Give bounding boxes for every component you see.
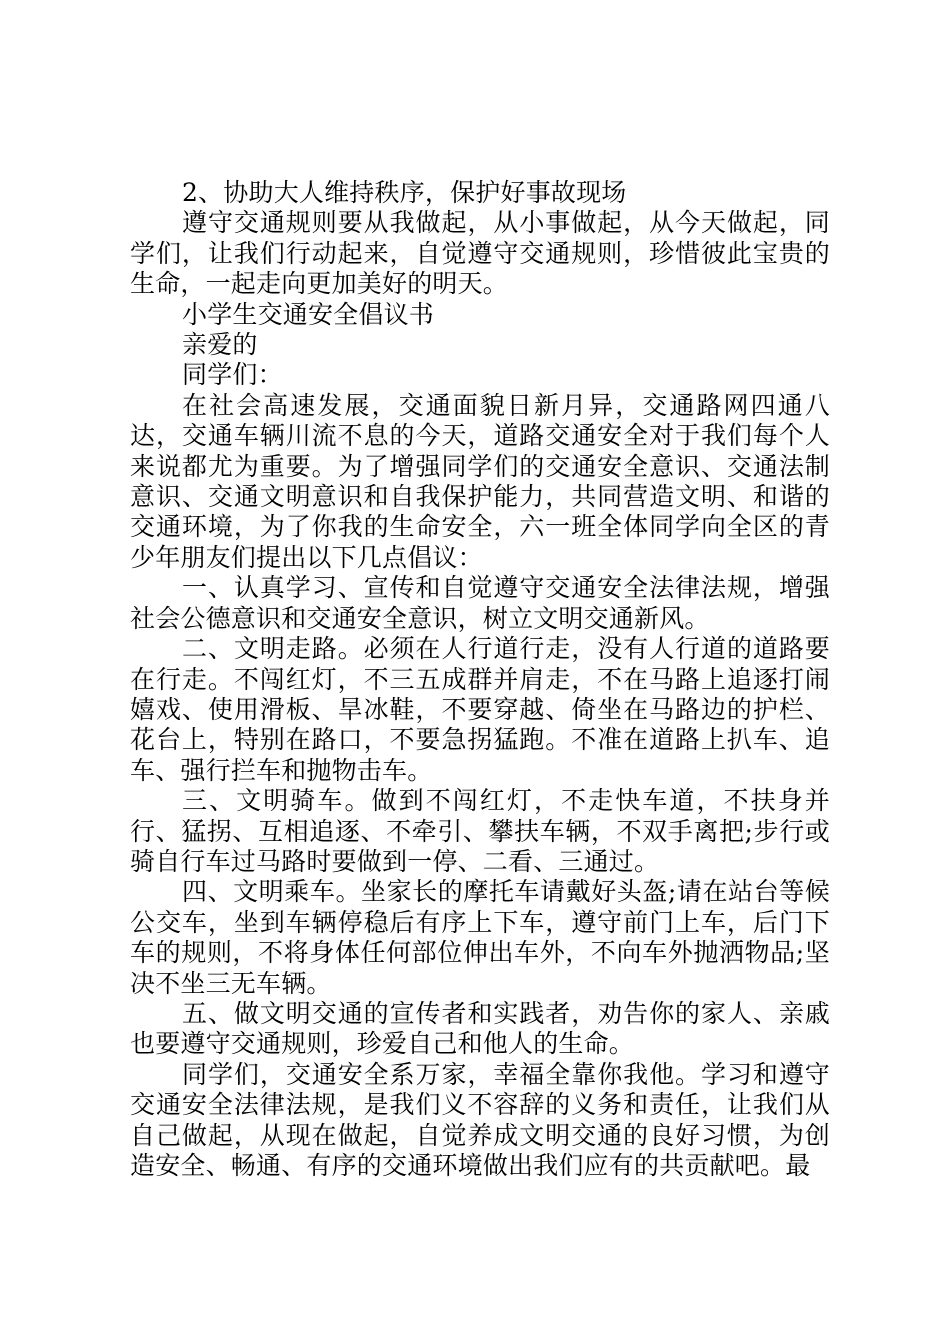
salutation-line-1: 亲爱的: [182, 330, 258, 360]
paragraph-item-3: 三、文明骑车。做到不闯红灯，不走快车道，不扶身并行、猛拐、互相追逐、不牵引、攀扶车辆，不双手离把;步行或骑自行车过马路时要做到一停、二看、三通过。: [130, 786, 830, 876]
paragraph-introduction: 在社会高速发展，交通面貌日新月异，交通路网四通八达，交通车辆川流不息的今天，道路交通安全对于我们每个人来说都尤为重要。为了增强同学们的交通安全意识、交通法制意识、交通文明意识和自我保护能力，共同营造文明、和谐的交通环境，为了你我的生命安全，六一班全体同学向全区的青少年朋友们提出以下几点倡议：: [130, 390, 830, 572]
document-title: 小学生交通安全倡议书: [182, 299, 435, 329]
paragraph-closing: 同学们，交通安全系万家，幸福全靠你我他。学习和遵守交通安全法律法规，是我们义不容辞的义务和责任，让我们从自己做起，从现在做起，自觉养成文明交通的良好习惯，为创造安全、畅通、有序的交通环境做出我们应有的共贡献吧。最: [130, 1059, 830, 1180]
document-body: [130, 178, 830, 1181]
paragraph-accident-scene: 2、协助大人维持秩序，保护好事故现场: [182, 178, 627, 207]
paragraph-item-4: 四、文明乘车。坐家长的摩托车请戴好头盔;请在站台等候公交车，坐到车辆停稳后有序上下车，遵守前门上车，后门下车的规则，不将身体任何部位伸出车外，不向车外抛洒物品;坚决不坐三无车辆。: [130, 877, 830, 998]
paragraph-item-1: 一、认真学习、宣传和自觉遵守交通安全法律法规，增强社会公德意识和交通安全意识，树立文明交通新风。: [130, 573, 830, 633]
paragraph-obey-rules: 遵守交通规则要从我做起，从小事做起，从今天做起，同学们，让我们行动起来，自觉遵守交通规则，珍惜彼此宝贵的生命，一起走向更加美好的明天。: [130, 208, 830, 299]
paragraph-item-5: 五、做文明交通的宣传者和实践者，劝告你的家人、亲戚也要遵守交通规则，珍爱自己和他人的生命。: [130, 998, 830, 1059]
paragraph-item-2: 二、文明走路。必须在人行道行走，没有人行道的道路要在行走。不闯红灯，不三五成群并肩走，不在马路上追逐打闹嬉戏、使用滑板、旱冰鞋，不要穿越、倚坐在马路边的护栏、花台上，特别在路口，不要急拐猛跑。不准在道路上扒车、追车、强行拦车和抛物击车。: [130, 634, 830, 785]
salutation-line-2: 同学们：: [182, 360, 283, 390]
